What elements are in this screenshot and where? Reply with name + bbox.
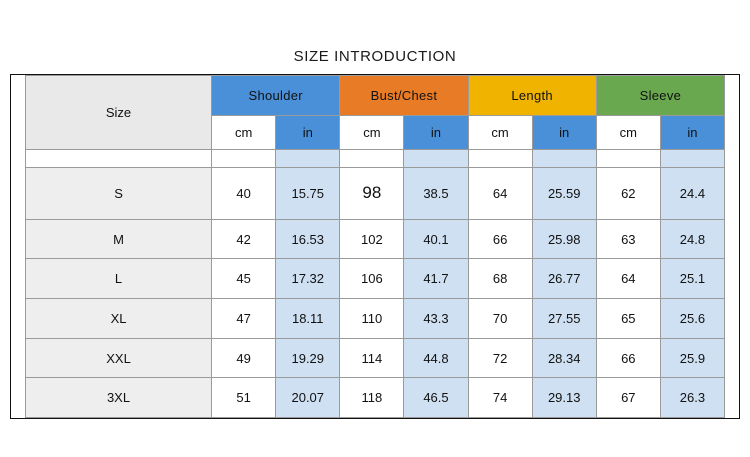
cell-sleeve-in: 25.1 (660, 259, 724, 299)
cell-sleeve-cm: 67 (596, 378, 660, 418)
table-row (11, 167, 739, 219)
cell-bust-in: 40.1 (404, 219, 468, 259)
spacer-length-cm (468, 149, 532, 167)
cell-sleeve-cm: 64 (596, 259, 660, 299)
group-header-length: Length (468, 76, 596, 116)
table-row (11, 378, 739, 418)
cell-length-in: 27.55 (532, 299, 596, 339)
cell-shoulder-in: 16.53 (276, 219, 340, 259)
cell-sleeve-cm: 65 (596, 299, 660, 339)
size-table (11, 75, 739, 418)
cell-shoulder-in: 19.29 (276, 338, 340, 378)
cell-bust-in: 44.8 (404, 338, 468, 378)
cell-sleeve-cm: 62 (596, 167, 660, 219)
cell-length-in: 25.59 (532, 167, 596, 219)
row-size-label: S (25, 167, 211, 219)
group-header-shoulder: Shoulder (212, 76, 340, 116)
cell-sleeve-cm: 66 (596, 338, 660, 378)
cell-length-in: 26.77 (532, 259, 596, 299)
cell-bust-cm: 118 (340, 378, 404, 418)
table-row (11, 299, 739, 339)
cell-sleeve-cm: 63 (596, 219, 660, 259)
cell-sleeve-in: 24.8 (660, 219, 724, 259)
table-row (11, 338, 739, 378)
cell-sleeve-in: 25.9 (660, 338, 724, 378)
unit-sleeve-in: in (660, 115, 724, 149)
cell-length-cm: 70 (468, 299, 532, 339)
unit-length-in: in (532, 115, 596, 149)
cell-sleeve-in: 24.4 (660, 167, 724, 219)
cell-shoulder-cm: 45 (212, 259, 276, 299)
cell-sleeve-in: 26.3 (660, 378, 724, 418)
row-size-label: 3XL (25, 378, 211, 418)
spacer-shoulder-in (276, 149, 340, 167)
cell-length-in: 29.13 (532, 378, 596, 418)
cell-bust-cm: 106 (340, 259, 404, 299)
cell-length-cm: 68 (468, 259, 532, 299)
cell-shoulder-in: 17.32 (276, 259, 340, 299)
cell-shoulder-in: 18.11 (276, 299, 340, 339)
unit-bust-cm: cm (340, 115, 404, 149)
cell-bust-cm: 102 (340, 219, 404, 259)
row-size-label: XXL (25, 338, 211, 378)
row-size-label: XL (25, 299, 211, 339)
group-header-sleeve: Sleeve (596, 76, 724, 116)
cell-bust-cm: 114 (340, 338, 404, 378)
cell-length-cm: 72 (468, 338, 532, 378)
unit-sleeve-cm: cm (596, 115, 660, 149)
left-margin-cell (11, 76, 25, 418)
cell-bust-in: 38.5 (404, 167, 468, 219)
unit-bust-in: in (404, 115, 468, 149)
table-row (11, 219, 739, 259)
table-spacer-row (11, 149, 739, 167)
cell-sleeve-in: 25.6 (660, 299, 724, 339)
cell-shoulder-in: 15.75 (276, 167, 340, 219)
cell-shoulder-cm: 51 (212, 378, 276, 418)
cell-shoulder-cm: 42 (212, 219, 276, 259)
page-title: SIZE INTRODUCTION (293, 48, 457, 65)
cell-bust-cm: 110 (340, 299, 404, 339)
cell-length-cm: 66 (468, 219, 532, 259)
cell-bust-cm: 98 (340, 167, 404, 219)
cell-shoulder-cm: 40 (212, 167, 276, 219)
spacer-length-in (532, 149, 596, 167)
spacer-bust-in (404, 149, 468, 167)
cell-shoulder-cm: 49 (212, 338, 276, 378)
size-header-cell: Size (25, 76, 211, 150)
table-row (11, 259, 739, 299)
cell-length-in: 25.98 (532, 219, 596, 259)
row-size-label: L (25, 259, 211, 299)
cell-length-in: 28.34 (532, 338, 596, 378)
group-header-bust: Bust/Chest (340, 76, 468, 116)
unit-length-cm: cm (468, 115, 532, 149)
cell-shoulder-cm: 47 (212, 299, 276, 339)
right-margin-cell (724, 76, 739, 418)
unit-shoulder-cm: cm (212, 115, 276, 149)
cell-bust-in: 41.7 (404, 259, 468, 299)
spacer-sleeve-cm (596, 149, 660, 167)
spacer-size (25, 149, 211, 167)
cell-length-cm: 64 (468, 167, 532, 219)
spacer-sleeve-in (660, 149, 724, 167)
cell-length-cm: 74 (468, 378, 532, 418)
cell-bust-in: 43.3 (404, 299, 468, 339)
cell-shoulder-in: 20.07 (276, 378, 340, 418)
unit-shoulder-in: in (276, 115, 340, 149)
cell-bust-in: 46.5 (404, 378, 468, 418)
size-table-container (10, 74, 740, 419)
table-header-row (11, 76, 739, 116)
spacer-bust-cm (340, 149, 404, 167)
row-size-label: M (25, 219, 211, 259)
spacer-shoulder-cm (212, 149, 276, 167)
